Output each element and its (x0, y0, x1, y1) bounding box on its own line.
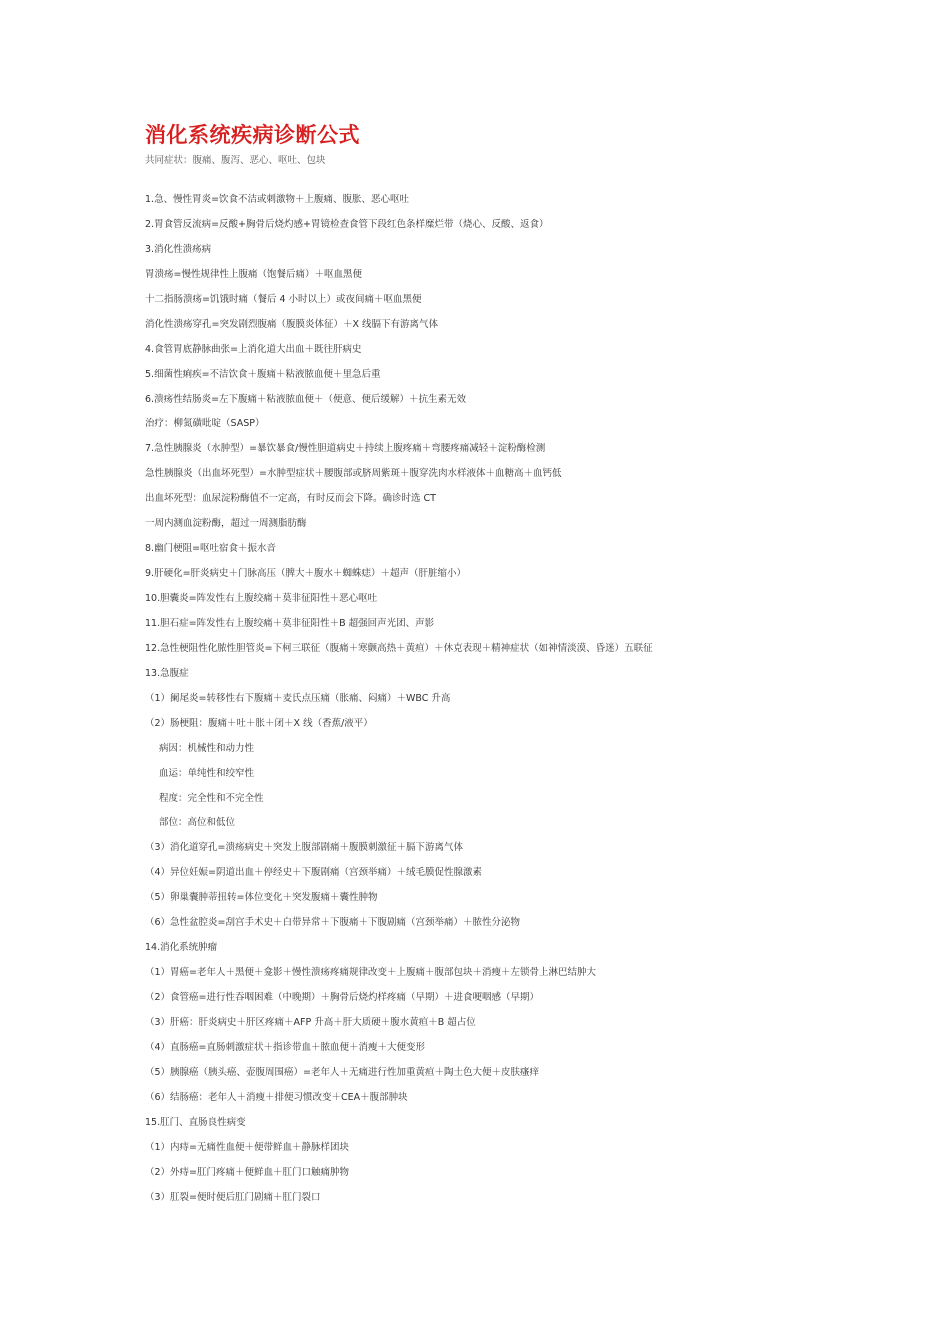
document-line: 14.消化系统肿瘤 (145, 942, 218, 954)
document-line: 3.消化性溃疡病 (145, 243, 212, 255)
document-line: 11.胆石症=阵发性右上腹绞痛＋莫非征阳性＋B 超强回声光团、声影 (145, 617, 435, 629)
document-line: （1）内痔=无痛性血便＋便带鲜血＋静脉样团块 (145, 1141, 350, 1153)
document-line: 6.溃疡性结肠炎=左下腹痛＋粘液脓血便＋（便意、便后缓解）＋抗生素无效 (145, 393, 467, 405)
document-line: （6）结肠癌：老年人＋消瘦＋排便习惯改变＋CEA＋腹部肿块 (145, 1091, 408, 1103)
document-line: （1）胃癌=老年人＋黑便＋龛影＋慢性溃疡疼痛规律改变＋上腹痛＋腹部包块＋消瘦＋左锁骨上淋巴结肿大 (145, 967, 597, 979)
document-line: 7.急性胰腺炎（水肿型）=暴饮暴食/慢性胆道病史＋持续上腹疼痛＋弯腰疼痛减轻＋淀粉酶检测 (145, 443, 546, 455)
document-line: 程度：完全性和不完全性 (159, 792, 264, 804)
document-line: 12.急性梗阻性化脓性胆管炎=下柯三联征（腹痛＋寒颤高热＋黄疸）＋休克表现＋精神症状（如神情淡漠、昏迷）五联征 (145, 642, 653, 654)
document-line: 急性胰腺炎（出血坏死型）=水肿型症状＋腰腹部或脐周紫斑＋腹穿洗肉水样液体＋血糖高＋血钙低 (145, 468, 562, 480)
document-line: （6）急性盆腔炎=刮宫手术史＋白带异常＋下腹痛＋下腹剧痛（宫颈举痛）＋脓性分泌物 (145, 917, 521, 929)
document-line: 5.细菌性痢疾=不洁饮食＋腹痛＋粘液脓血便＋里急后重 (145, 368, 381, 380)
document-line: 消化性溃疡穿孔=突发剧烈腹痛（腹膜炎体征）＋X 线膈下有游离气体 (145, 318, 438, 330)
document-line: （3）消化道穿孔=溃疡病史＋突发上腹部剧痛＋腹膜刺激征＋膈下游离气体 (145, 842, 464, 854)
page-title: 消化系统疾病诊断公式 (145, 122, 360, 147)
document-body (145, 193, 925, 1215)
document-line: 一周内测血淀粉酶，超过一周测脂肪酶 (145, 518, 307, 530)
document-line: （2）肠梗阻：腹痛＋吐＋胀＋闭＋X 线（香蕉/液平） (145, 717, 373, 729)
document-line: （5）卵巢囊肿蒂扭转=体位变化＋突发腹痛＋囊性肿物 (145, 892, 378, 904)
document-line: （1）阑尾炎=转移性右下腹痛＋麦氏点压痛（胀痛、闷痛）＋WBC 升高 (145, 692, 451, 704)
document-line: （4）异位妊娠=阴道出血＋停经史＋下腹剧痛（宫颈举痛）＋绒毛膜促性腺激素 (145, 867, 483, 879)
document-line: （5）胰腺癌（胰头癌、壶腹周围癌）=老年人＋无痛进行性加重黄疸＋陶土色大便＋皮肤瘙痒 (145, 1066, 540, 1078)
document-line: 部位：高位和低位 (159, 817, 236, 829)
document-line: 病因：机械性和动力性 (159, 742, 255, 754)
document-line: 十二指肠溃疡=饥饿时痛（餐后 4 小时以上）或夜间痛＋呕血黑便 (145, 293, 422, 305)
document-line: 9.肝硬化=肝炎病史＋门脉高压（脾大＋腹水＋蜘蛛痣）＋超声（肝脏缩小） (145, 568, 467, 580)
document-line: （2）外痔=肛门疼痛＋便鲜血＋肛门口触痛肿物 (145, 1166, 350, 1178)
document-line: 血运：单纯性和绞窄性 (159, 767, 255, 779)
document-line: 13.急腹症 (145, 667, 189, 679)
document-line: 出血坏死型：血尿淀粉酶值不一定高，有时反而会下降。确诊时选 CT (145, 493, 436, 505)
document-line: （2）食管癌=进行性吞咽困难（中晚期）＋胸骨后烧灼样疼痛（早期）＋进食哽咽感（早期） (145, 992, 540, 1003)
document-line: （3）肝癌：肝炎病史＋肝区疼痛＋AFP 升高＋肝大质硬＋腹水黄疸＋B 超占位 (145, 1016, 476, 1028)
document-line: 1.急、慢性胃炎=饮食不洁或刺激物＋上腹痛、腹胀、恶心呕吐 (145, 194, 410, 205)
document-page (145, 120, 925, 1203)
document-line: 治疗：柳氮磺吡啶（SASP） (145, 418, 265, 430)
document-line: 8.幽门梗阻=呕吐宿食＋振水音 (145, 543, 277, 555)
document-line: 胃溃疡=慢性规律性上腹痛（饱餐后痛）＋呕血黑便 (145, 268, 362, 280)
document-line: （3）肛裂=便时便后肛门剧痛＋肛门裂口 (145, 1191, 321, 1203)
document-line: （4）直肠癌=直肠刺激症状＋指诊带血＋脓血便＋消瘦＋大便变形 (145, 1041, 426, 1053)
document-line: 2.胃食管反流病=反酸+胸骨后烧灼感+胃镜检查食管下段红色条样糜烂带（烧心、反酸、返食） (145, 218, 549, 230)
document-line: 10.胆囊炎=阵发性右上腹绞痛＋莫非征阳性＋恶心呕吐 (145, 593, 378, 604)
document-line: 4.食管胃底静脉曲张=上消化道大出血＋既往肝病史 (145, 343, 362, 355)
document-line: 15.肛门、直肠良性病变 (145, 1116, 246, 1128)
page-subtitle: 共同症状：腹痛、腹泻、恶心、呕吐、包块 (145, 155, 326, 166)
